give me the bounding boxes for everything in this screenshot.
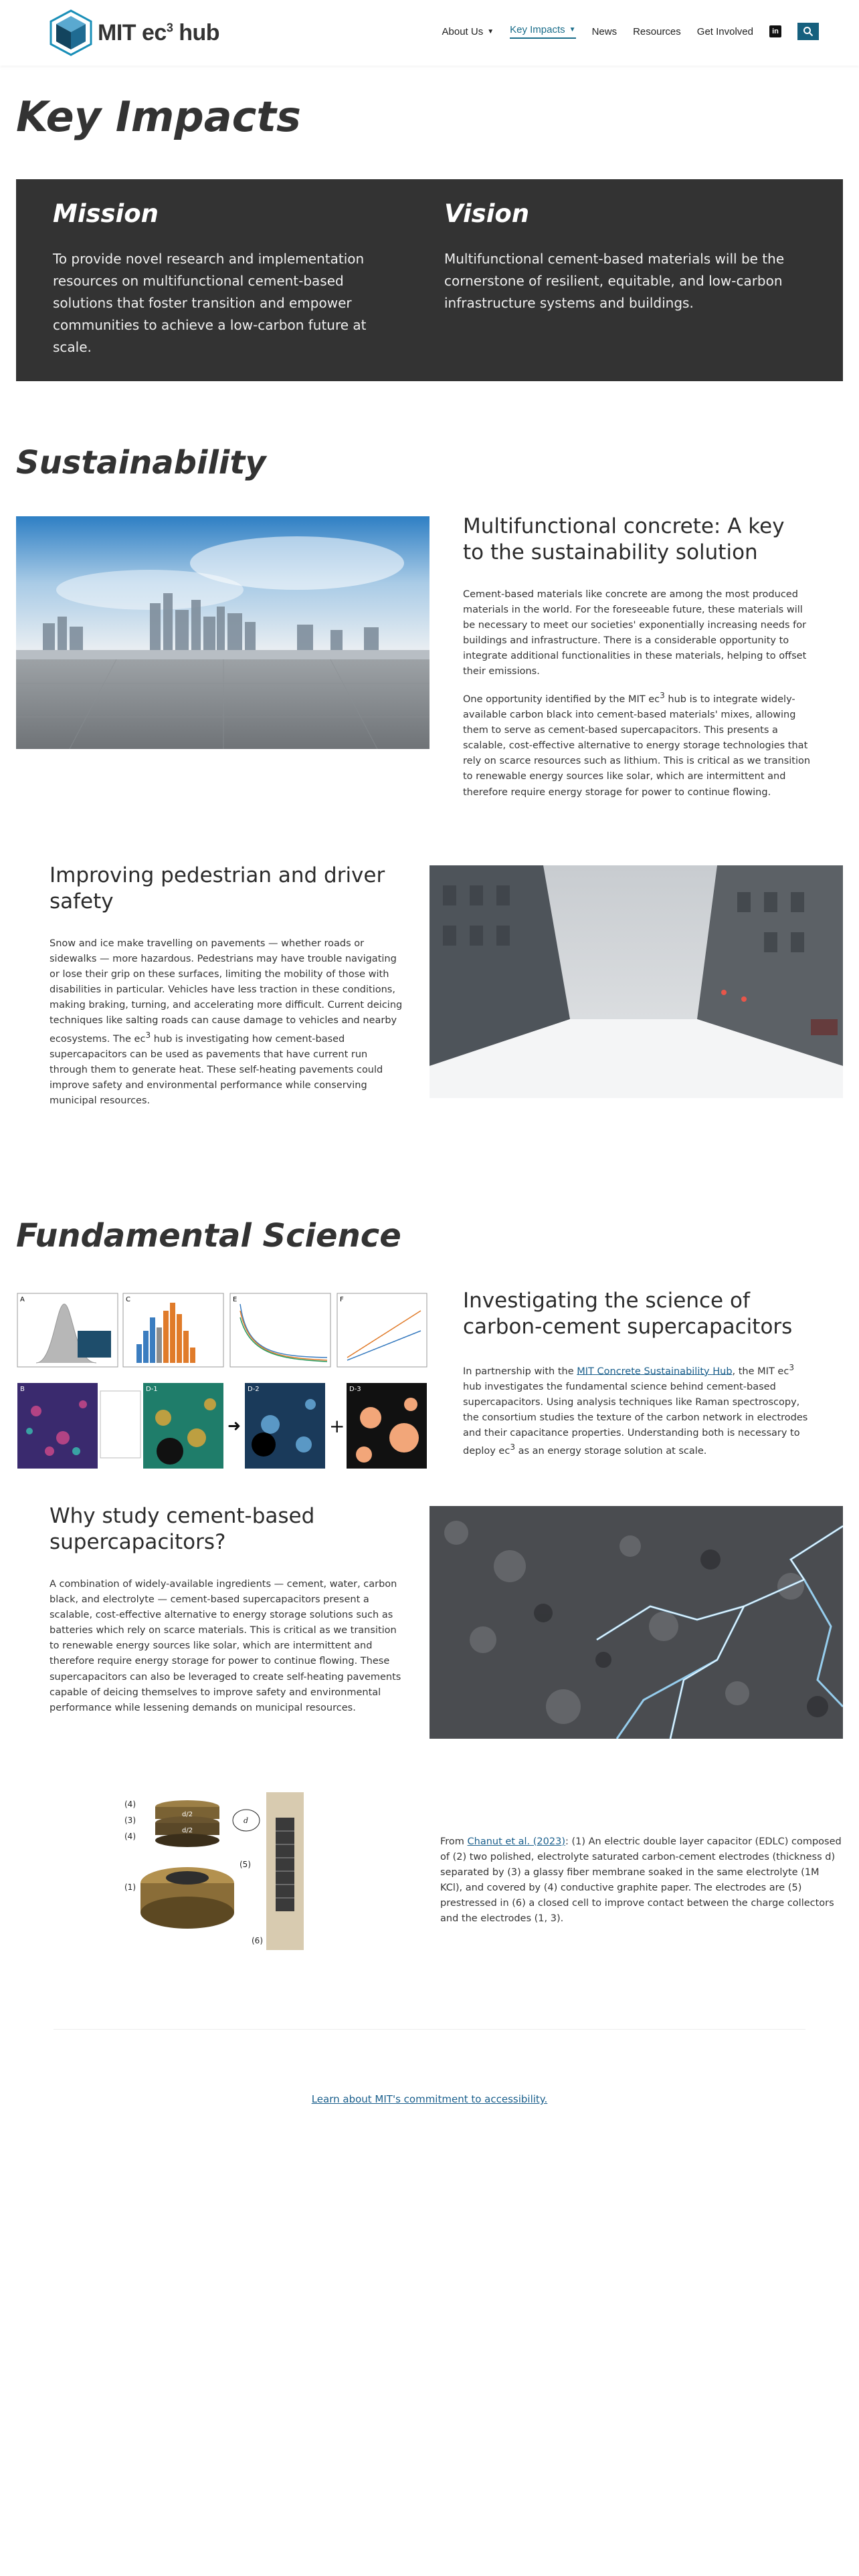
- investigating-paragraph: In partnership with the MIT Concrete Sustainability Hub, the MIT $ec^3$ hub investigates the fundamental science behind cement-based supercapacitors. Using analysis techniques like Raman spectroscopy, the consortium studies the texture of the carbon network in electrodes and their capacitance properties. Understanding both is necessary to deploy $ec^3$ as an energy storage solution at scale.: [463, 1362, 808, 1457]
- safety-paragraph: Snow and ice make travelling on pavements — whether roads or sidewalks — more hazardous. Pedestrians may have trouble navigating or lose their grip on these surfaces, limiting the mobility of those with disabilities in particular. Vehicles have less traction in these conditions, making braking, turning, and accelerating more difficult. Current deicing techniques like salting roads can cause damage to vehicles and nearby ecosystems. The $ec^3$ hub is investigating how cement-based supercapacitors can be used as pavements that have current run through them to generate heat. These self-heating pavements could improve safety and environmental performance while conserving municipal resources.: [50, 938, 403, 1107]
- city-skyline-image: [16, 516, 430, 749]
- pedestrian-safety-block: [50, 863, 403, 1118]
- sustainability-title: Sustainability: [16, 444, 266, 481]
- nav-about-us[interactable]: About Us ▼: [442, 25, 494, 37]
- caret-down-icon: ▼: [569, 26, 576, 33]
- accessibility-link[interactable]: Learn about MIT's commitment to accessibility.: [311, 2093, 548, 2105]
- snowy-street-image: [430, 865, 843, 1098]
- mission-column: [53, 199, 394, 358]
- nav-get-involved[interactable]: Get Involved: [696, 25, 753, 37]
- mission-text: To provide novel research and implementation resources on multifunctional cement-based solutions that foster transition and empower communities to achieve a low-carbon future at scale.: [53, 251, 367, 355]
- edlc-device-photo: [120, 1791, 308, 1951]
- svg-text:➜: ➜: [227, 1416, 242, 1435]
- site-header: [0, 0, 859, 66]
- supercapacitor-analysis-figure: [16, 1291, 430, 1471]
- investigating-science-block: [463, 1288, 811, 1469]
- why-study-block: [50, 1503, 403, 1725]
- cube-logo-icon: [50, 9, 92, 56]
- concrete-heading: Multifunctional concrete: A key to the sustainability solution: [463, 514, 785, 564]
- panel-label-d3: D-3: [349, 1386, 361, 1393]
- why-study-heading: Why study cement-based supercapacitors?: [50, 1504, 315, 1554]
- vision-heading: Vision: [444, 199, 530, 228]
- caret-down-icon: ▼: [487, 27, 494, 35]
- vision-column: [444, 199, 785, 314]
- device-label-1: (1): [124, 1883, 136, 1892]
- concrete-paragraph-2: One opportunity identified by the MIT $ec^3$ hub is to integrate widely-available carbon black into cement-based materials' mixes, allowing them to serve as cement-based supercapacitors. This presents a scalable, cost-effective alternative to energy storage technologies that rely on scarce resources such as lithium. This is critical as we transition to renewable energy sources like solar, which are intermittent and therefore require energy storage for power to continue flowing.: [463, 690, 811, 798]
- fundamental-science-title: Fundamental Science: [16, 1217, 401, 1255]
- device-label-d2-top: d/2: [182, 1811, 193, 1818]
- accessibility-link-container: [0, 2093, 859, 2105]
- device-label-d2-bottom: d/2: [182, 1827, 193, 1834]
- safety-heading: Improving pedestrian and driver safety: [50, 863, 385, 914]
- device-label-4-top: (4): [124, 1800, 136, 1809]
- edlc-caption: From Chanut et al. (2023): (1) An electric double layer capacitor (EDLC) composed of (2) two polished, electrolyte saturated carbon-cement electrodes (thickness d) separated by (3) a glassy fiber membrane soaked in the same electrolyte (1M KCl), and covered by (4) conductive graphite paper. The electrodes are (5) prestressed in (6) a closed cell to improve contact between the charge collectors and the electrodes (1, 3).: [440, 1836, 842, 1925]
- vision-text: Multifunctional cement-based materials will be the cornerstone of resilient, equitable, and low-carbon infrastructure systems and buildings.: [444, 251, 785, 311]
- device-label-6: (6): [252, 1936, 263, 1945]
- nav-news[interactable]: News: [591, 25, 617, 37]
- device-label-d: d: [244, 1816, 249, 1825]
- mission-heading: Mission: [53, 199, 159, 228]
- multifunctional-concrete-block: [463, 514, 811, 810]
- linkedin-icon[interactable]: in: [769, 25, 781, 37]
- page-title: Key Impacts: [16, 92, 301, 141]
- chanut-citation-link[interactable]: Chanut et al. (2023): [467, 1836, 565, 1847]
- panel-label-e: E: [233, 1296, 237, 1303]
- nav-resources[interactable]: Resources: [633, 25, 681, 37]
- device-label-3: (3): [124, 1816, 136, 1825]
- site-logo[interactable]: [50, 9, 219, 56]
- logo-text: MIT $ec^3$ hub: [98, 19, 220, 45]
- device-label-5: (5): [240, 1860, 251, 1869]
- svg-text:+: +: [329, 1415, 345, 1437]
- panel-label-b: B: [20, 1386, 25, 1393]
- panel-label-d2: D-2: [248, 1386, 260, 1393]
- search-button[interactable]: [797, 23, 819, 40]
- concrete-sustainability-hub-link[interactable]: MIT Concrete Sustainability Hub: [577, 1366, 733, 1377]
- main-nav: [442, 23, 819, 40]
- mission-vision-panel: [16, 179, 843, 381]
- investigating-heading: Investigating the science of carbon-cement supercapacitors: [463, 1289, 793, 1339]
- concrete-paragraph-1: Cement-based materials like concrete are among the most produced materials in the world. For the foreseeable future, these materials will be necessary to meet our societies' exponentially increasing needs for buildings and infrastructure. There is a considerable opportunity to integrate additional functionalities in these materials, helping to offset their emissions.: [463, 588, 807, 677]
- device-label-4-bottom: (4): [124, 1832, 136, 1841]
- panel-label-f: F: [340, 1296, 344, 1303]
- panel-label-d1: D-1: [146, 1386, 158, 1393]
- footer-divider: [54, 2029, 805, 2030]
- lightning-concrete-image: [430, 1506, 843, 1739]
- nav-key-impacts[interactable]: Key Impacts ▼: [510, 24, 575, 39]
- why-study-paragraph: A combination of widely-available ingredients — cement, water, carbon black, and electrolyte — cement-based supercapacitors present a scalable, cost-effective alternative to energy storage solutions such as batteries which rely on scarce materials. This is critical as we transition to renewable energy sources like solar, which are intermittent and therefore require energy storage for power to continue flowing. These supercapacitors can also be leveraged to create self-heating pavements capable of deicing themselves to improve safety and environmental performance while lessening demands on municipal resources.: [50, 1578, 401, 1713]
- search-icon: [803, 26, 814, 37]
- panel-label-a: A: [20, 1296, 25, 1303]
- panel-label-c: C: [126, 1296, 130, 1303]
